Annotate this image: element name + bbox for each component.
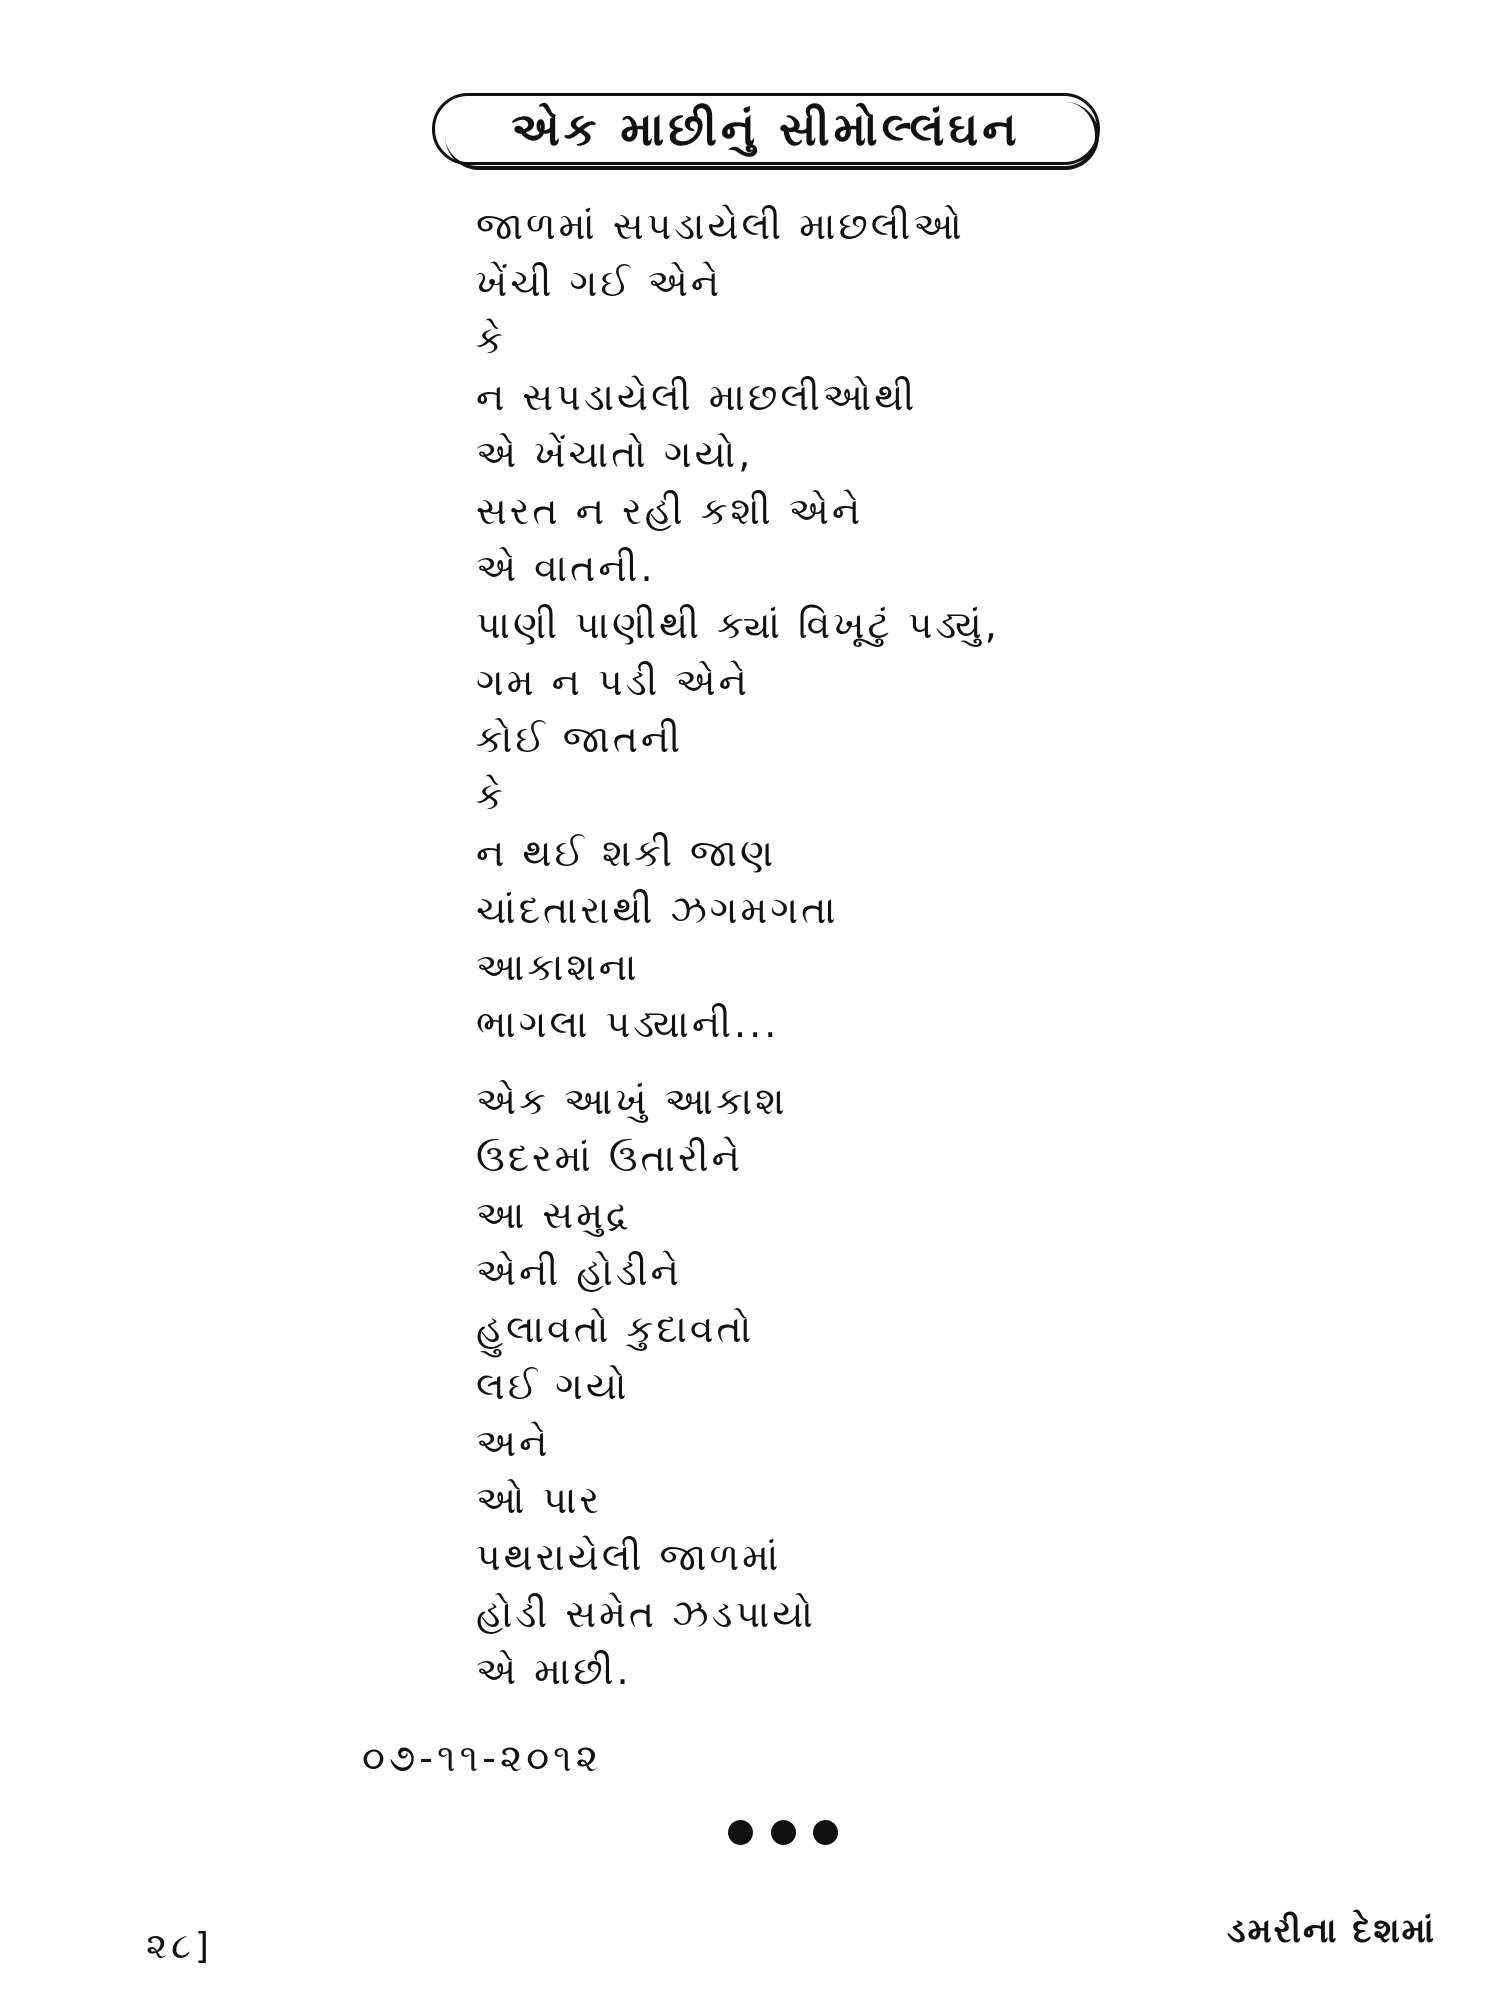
poem-line: એ માછી. bbox=[476, 1649, 632, 1693]
poem-line: કે bbox=[476, 318, 506, 362]
page-number: ૨૮] bbox=[146, 1926, 213, 1967]
poem-line: પાણી પાણીથી ક્યાં વિખૂટું પડ્યું, bbox=[476, 603, 1000, 647]
ornament-dot bbox=[813, 1820, 838, 1845]
poem-line: લઈ ગયો bbox=[476, 1364, 630, 1408]
poem-line: ઓ પાર bbox=[476, 1478, 603, 1522]
poem-line: કે bbox=[476, 774, 506, 818]
ornament-dot bbox=[728, 1820, 753, 1845]
poem-body bbox=[476, 198, 1376, 1700]
running-book-title: ડમરીના દેશમાં bbox=[1226, 1911, 1436, 1951]
stanza-2 bbox=[476, 1073, 1376, 1700]
poem-line: હુલાવતો કુદાવતો bbox=[476, 1307, 755, 1351]
poem-line: ખેંચી ગઈ એને bbox=[476, 261, 723, 305]
poem-line: ન સપડાયેલી માછલીઓથી bbox=[476, 375, 918, 419]
poem-line: અને bbox=[476, 1421, 551, 1465]
section-end-ornament bbox=[728, 1818, 838, 1846]
poem-line: ગમ ન પડી એને bbox=[476, 660, 750, 704]
poem-line: કોઈ જાતની bbox=[476, 717, 684, 761]
title-frame bbox=[432, 93, 1100, 165]
poem-title: એક માછીનું સીમોલ્લંઘન bbox=[511, 102, 1021, 156]
poem-line: ચાંદતારાથી ઝગમગતા bbox=[476, 888, 839, 932]
poem-line: ઉદરમાં ઉતારીને bbox=[476, 1136, 743, 1180]
poem-line: જાળમાં સપડાયેલી માછલીઓ bbox=[476, 204, 965, 248]
poem-date: ૦૭-૧૧-૨૦૧૨ bbox=[362, 1736, 603, 1780]
poem-line: પથરાયેલી જાળમાં bbox=[476, 1535, 782, 1579]
poem-line: આ સમુદ્ર bbox=[476, 1193, 632, 1237]
stanza-1 bbox=[476, 198, 1376, 1053]
ornament-dot bbox=[771, 1820, 796, 1845]
poem-line: એ વાતની. bbox=[476, 546, 656, 590]
poem-line: આકાશના bbox=[476, 945, 640, 989]
poem-line: સરત ન રહી કશી એને bbox=[476, 489, 864, 533]
poem-line: એક આખું આકાશ bbox=[476, 1079, 788, 1123]
poem-line: હોડી સમેત ઝડપાયો bbox=[476, 1592, 816, 1636]
poem-line: એની હોડીને bbox=[476, 1250, 682, 1294]
poem-line: એ ખેંચાતો ગયો, bbox=[476, 432, 754, 476]
poem-line: ભાગલા પડ્યાની... bbox=[476, 1002, 780, 1046]
poem-line: ન થઈ શકી જાણ bbox=[476, 831, 777, 875]
